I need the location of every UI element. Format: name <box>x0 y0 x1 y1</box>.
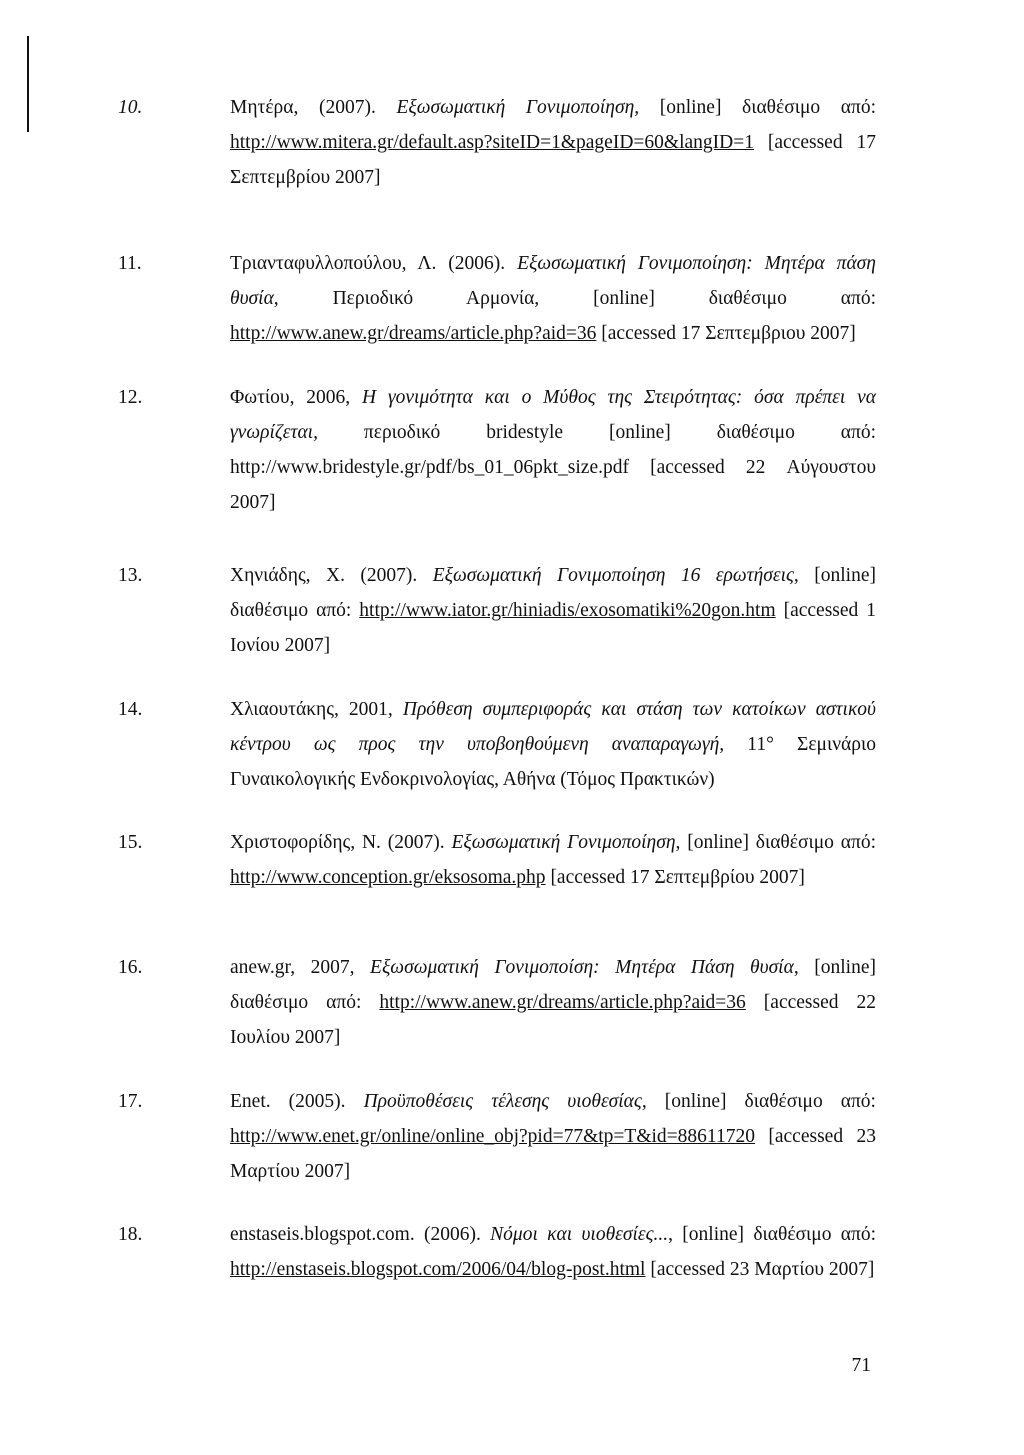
reference-segment: [accessed 1 Ιονίου 2007] <box>230 600 876 656</box>
reference-segment: Χριστοφορίδης, Ν. (2007). <box>230 832 452 853</box>
reference-segment: Χλιαουτάκης, 2001, <box>230 699 403 720</box>
reference-number: 16. <box>118 957 143 978</box>
reference-segment: [accessed 17 Σεπτεμβριου 2007] <box>596 323 856 344</box>
reference-segment: περιοδικό bridestyle [online] διαθέσιμο από: http://www.bridestyle.gr/pdf/bs_01_06pkt_size.pdf [accessed 22 Αύγουστου 2007] <box>230 422 876 513</box>
reference-text <box>230 558 876 663</box>
reference-segment: enstaseis.blogspot.com. (2006). <box>230 1224 491 1245</box>
reference-segment: Τριανταφυλλοπούλου, Λ. (2006). <box>230 253 518 274</box>
reference-text <box>230 380 876 520</box>
reference-title: Πρόθεση συμπεριφοράς και στάση των κατοίκων αστικού κέντρου ως προς την υποβοηθούμενη αναπαραγωγή, <box>230 699 877 755</box>
reference-text <box>230 1084 876 1189</box>
reference-segment: [accessed 17 Σεπτεμβρίου 2007] <box>545 867 805 888</box>
reference-text <box>230 950 876 1055</box>
reference-segment: , [online] διαθέσιμο από: <box>668 1224 876 1245</box>
reference-number: 18. <box>118 1224 143 1245</box>
reference-number: 12. <box>118 387 143 408</box>
reference-title: Εξωσωματική Γονιμοποίηση 16 ερωτήσεις, <box>432 565 799 586</box>
margin-bar <box>27 36 29 132</box>
reference-text <box>230 90 876 195</box>
reference-title: Εξωσωματική Γονιμοποίση: Μητέρα Πάση θυσία <box>370 957 794 978</box>
reference-segment: [accessed 22 Ιουλίου 2007] <box>230 992 877 1048</box>
reference-link[interactable]: http://www.enet.gr/online/online_obj?pid=77&tp=T&id=88611720 <box>230 1126 755 1147</box>
reference-segment: 11° Σεμινάριο Γυναικολογικής Ενδοκρινολογίας, Αθήνα (Τόμος Πρακτικών) <box>230 734 876 790</box>
reference-segment: Χηνιάδης, Χ. (2007). <box>230 565 433 586</box>
reference-segment: Μητέρα, (2007). <box>230 97 397 118</box>
reference-text <box>230 1217 876 1287</box>
page-number: 71 <box>851 1355 871 1376</box>
reference-segment: Φωτίου, 2006, <box>230 387 363 408</box>
reference-number: 10. <box>118 97 143 118</box>
reference-title: Εξωσωματική Γονιμοποίηση, <box>451 832 681 853</box>
reference-link[interactable]: http://www.anew.gr/dreams/article.php?aid=36 <box>379 992 746 1013</box>
reference-number: 11. <box>118 253 142 274</box>
reference-number: 17. <box>118 1091 143 1112</box>
reference-title: Προϋποθέσεις τέλεσης υιοθεσίας, <box>363 1091 647 1112</box>
reference-segment: Enet. (2005). <box>230 1091 364 1112</box>
reference-segment: [accessed 17 Σεπτεμβρίου 2007] <box>230 132 876 188</box>
reference-segment: Περιοδικό Αρμονία, [online] διαθέσιμο από: <box>278 288 876 309</box>
reference-segment: [online] διαθέσιμο από: <box>230 565 876 621</box>
reference-segment: , [online] διαθέσιμο από: <box>230 957 876 1013</box>
reference-number: 13. <box>118 565 143 586</box>
reference-title: Νόμοι και υιοθεσίες... <box>490 1224 669 1245</box>
reference-text <box>230 692 876 797</box>
reference-link[interactable]: http://www.anew.gr/dreams/article.php?aid=36 <box>230 323 597 344</box>
reference-number: 14. <box>118 699 143 720</box>
reference-title: Εξωσωματική Γονιμοποίηση, <box>396 97 640 118</box>
reference-link[interactable]: http://www.conception.gr/eksosoma.php <box>230 867 546 888</box>
reference-title: Εξωσωματική Γονιμοποίηση: Μητέρα πάση θυσία, <box>230 253 876 309</box>
reference-link[interactable]: http://www.mitera.gr/default.asp?siteID=1&pageID=60&langID=1 <box>230 132 754 153</box>
reference-text <box>230 825 876 895</box>
reference-link[interactable]: http://www.iator.gr/hiniadis/exosomatiki%20gon.htm <box>359 600 776 621</box>
reference-number: 15. <box>118 832 143 853</box>
reference-link[interactable]: http://enstaseis.blogspot.com/2006/04/blog-post.html <box>230 1259 646 1280</box>
reference-text <box>230 246 876 351</box>
reference-segment: [accessed 23 Μαρτίου 2007] <box>230 1126 876 1182</box>
reference-segment: [online] διαθέσιμο από: <box>680 832 876 853</box>
reference-segment: [accessed 23 Μαρτίου 2007] <box>645 1259 875 1280</box>
reference-segment: [online] διαθέσιμο από: <box>646 1091 876 1112</box>
reference-segment: [online] διαθέσιμο από: <box>639 97 876 118</box>
reference-title: Η γονιμότητα και ο Μύθος της Στειρότητας: όσα πρέπει να γνωρίζεται, <box>230 387 876 443</box>
reference-segment: anew.gr, 2007, <box>230 957 371 978</box>
